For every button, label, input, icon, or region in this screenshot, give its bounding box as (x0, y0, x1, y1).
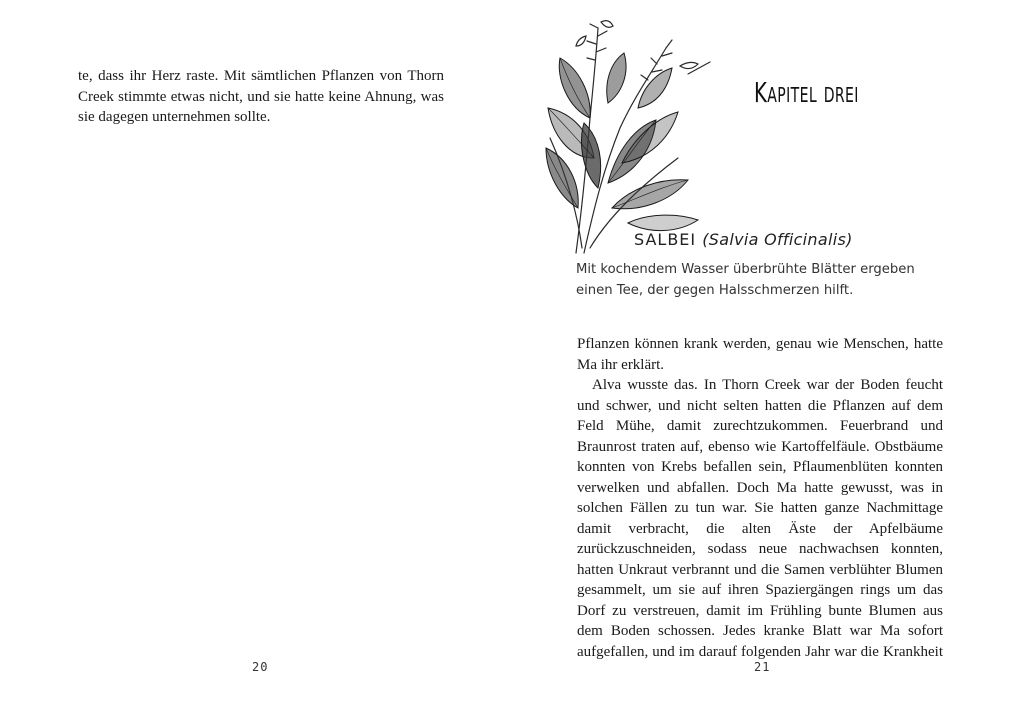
plant-note: Mit kochendem Wasser überbrühte Blätter ergeben einen Tee, der gegen Halsschmerzen hilft. (576, 262, 915, 298)
paragraph: Alva wusste das. In Thorn Creek war der Boden feucht und schwer, und nicht selten hatten die Pflanzen auf dem Feld Mühe, damit zurechtzukommen. Feuerbrand und Braunrost traten auf, ebenso wie Kartoffelfäule. Obstbäume konnten von Krebs befallen sein, Pflaumenblüten konnten verwelken und abfallen. Doch Ma hatte gewusst, was in solchen Fällen zu tun war. Sie hatten ganze Nachmittage damit verbracht, die alten Äste der Apfelbäume zurückzuschneiden, sodass neue nachwachsen konnten, hatten Unkraut verbrannt und die Samen verblühter Blumen gesammelt, um sie auf ihren Spaziergängen rings um das Dorf zu verstreuen, damit im Frühling bunte Blumen aus dem Boden schossen. Jedes kranke Blatt war Ma sofort aufgefallen, und im darauf folgenden Jahr war die Krankheit (577, 377, 943, 660)
page-number-right: 21 (754, 660, 771, 674)
plant-latin-name: (Salvia Officinalis) (702, 230, 853, 249)
paragraph: Pflanzen können krank werden, genau wie Menschen, hatte Ma ihr erklärt. (577, 336, 943, 373)
page-number-left: 20 (252, 660, 269, 674)
left-body-text: te, dass ihr Herz raste. Mit sämtlichen Pflanzen von Thorn Creek stimmte etwas nicht, und sie hatte keine Ahnung, was sie dagegen unternehmen sollte. (78, 68, 444, 125)
chapter-title: Kapitel drei (754, 76, 859, 109)
plant-name: SALBEI (634, 230, 697, 249)
right-page (510, 0, 1020, 721)
right-body-text (577, 334, 943, 662)
sage-plant-illustration-icon (538, 8, 728, 258)
plant-heading (634, 230, 853, 249)
